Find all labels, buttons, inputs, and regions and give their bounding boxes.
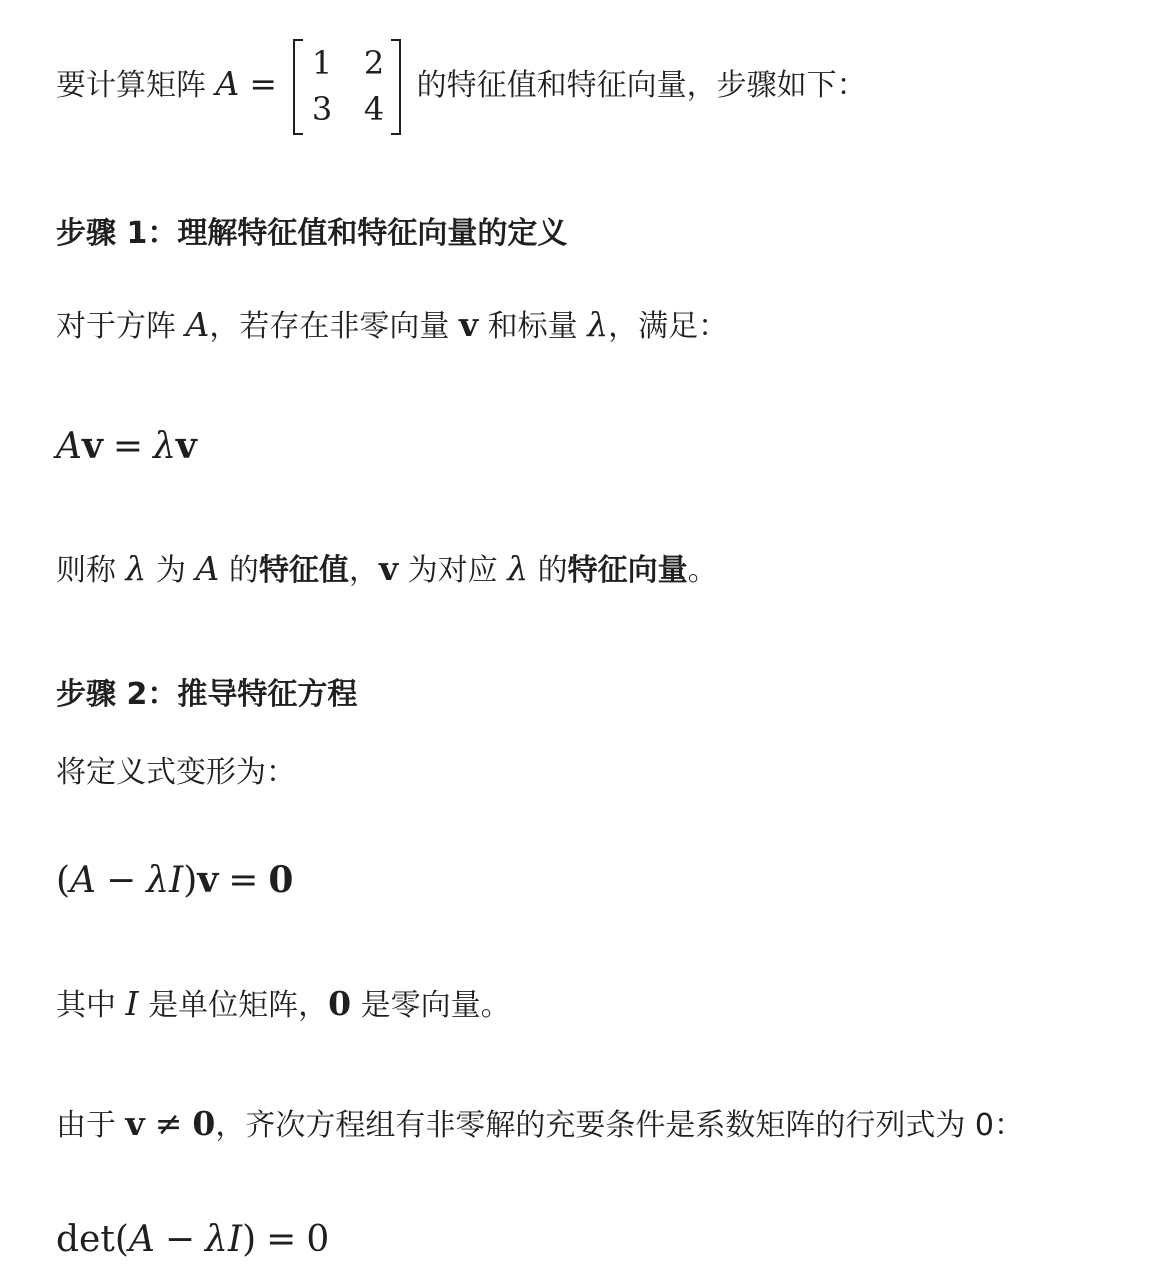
equals-sign: = [249,64,278,103]
text-span: 由于 [56,1108,126,1143]
text-span: ，满足： [608,309,729,344]
var-a: A [128,1219,155,1260]
identity-i: I [227,1219,243,1260]
zero-vector: 0 [268,859,294,901]
matrix-cell-2-1: 3 [311,89,333,128]
text-span: 。 [687,553,718,588]
vector-v: v [378,549,399,588]
identity-i: I [169,860,184,901]
var-a: A [195,549,220,588]
bold-term-eigenvalue: 特征值 [258,553,349,588]
step1-definition-text [56,305,728,347]
zero-vector: 0 [328,984,352,1023]
close-paren: ) [242,1219,257,1260]
text-span: 则称 [56,553,126,588]
text-span: 的 [219,553,259,588]
vector-v: v [125,1104,145,1143]
lambda-symbol: λ [125,549,147,588]
zero-vector: 0 [192,1104,216,1143]
homogeneous-equation [56,860,293,901]
vector-v: v [175,425,197,467]
text-span: ， [348,553,379,588]
intro-prefix: 要计算矩阵 [56,68,216,103]
matrix-variable: A [215,64,240,103]
lambda-symbol: λ [507,549,529,588]
text-span: 是单位矩阵， [138,988,329,1023]
var-a: A [185,305,210,344]
text-span: 和标量 [478,309,588,344]
step2-transform-text: 将定义式变形为： [56,755,296,790]
not-equal-sign: ≠ [154,1104,183,1143]
equals-sign: = [228,860,259,901]
lambda-symbol: λ [153,426,176,467]
right-bracket [391,39,401,135]
text-span: ，若存在非零向量 [209,309,459,344]
det-operator: det [56,1219,115,1260]
text-span: 是零向量。 [351,988,511,1023]
bold-term-eigenvector: 特征向量 [567,553,688,588]
step1-heading: 步骤 1：理解特征值和特征向量的定义 [56,216,568,251]
characteristic-equation [56,1220,329,1260]
var-a: A [70,860,97,901]
step1-conclusion-text [56,549,718,591]
step2-heading: 步骤 2：推导特征方程 [56,677,358,712]
text-span: 其中 [56,988,126,1023]
identity-i: I [125,984,139,1023]
equals-sign: = [112,426,144,467]
text-span: 为 [146,553,196,588]
minus-sign: − [106,860,137,901]
text-span: 对于方阵 [56,309,186,344]
matrix-2x2 [293,39,401,135]
vector-v: v [82,425,103,467]
left-bracket [293,39,303,135]
zero-scalar: 0 [306,1219,330,1260]
step2-identity-text [56,984,511,1026]
matrix-cell-2-2: 4 [363,89,385,128]
lambda-symbol: λ [205,1219,228,1260]
close-paren: ) [183,860,198,901]
text-span: 为对应 [398,553,508,588]
open-paren: ( [56,860,71,901]
eigen-equation [56,426,197,467]
text-span: 的 [528,553,568,588]
lambda-symbol: λ [587,305,609,344]
matrix-cell-1-1: 1 [311,43,333,82]
text-span: ，齐次方程组有非零解的充要条件是系数矩阵的行列式为 0： [215,1108,1024,1143]
minus-sign: − [164,1219,196,1260]
intro-paragraph [56,36,867,135]
matrix-cell-1-2: 2 [363,43,385,82]
vector-v: v [458,305,479,344]
open-paren: ( [114,1219,129,1260]
step2-condition-text [56,1104,1024,1146]
var-a: A [56,426,82,467]
lambda-symbol: λ [146,860,170,901]
equals-sign: = [266,1219,297,1260]
vector-v: v [197,859,219,901]
intro-suffix: 的特征值和特征向量，步骤如下： [407,68,867,103]
